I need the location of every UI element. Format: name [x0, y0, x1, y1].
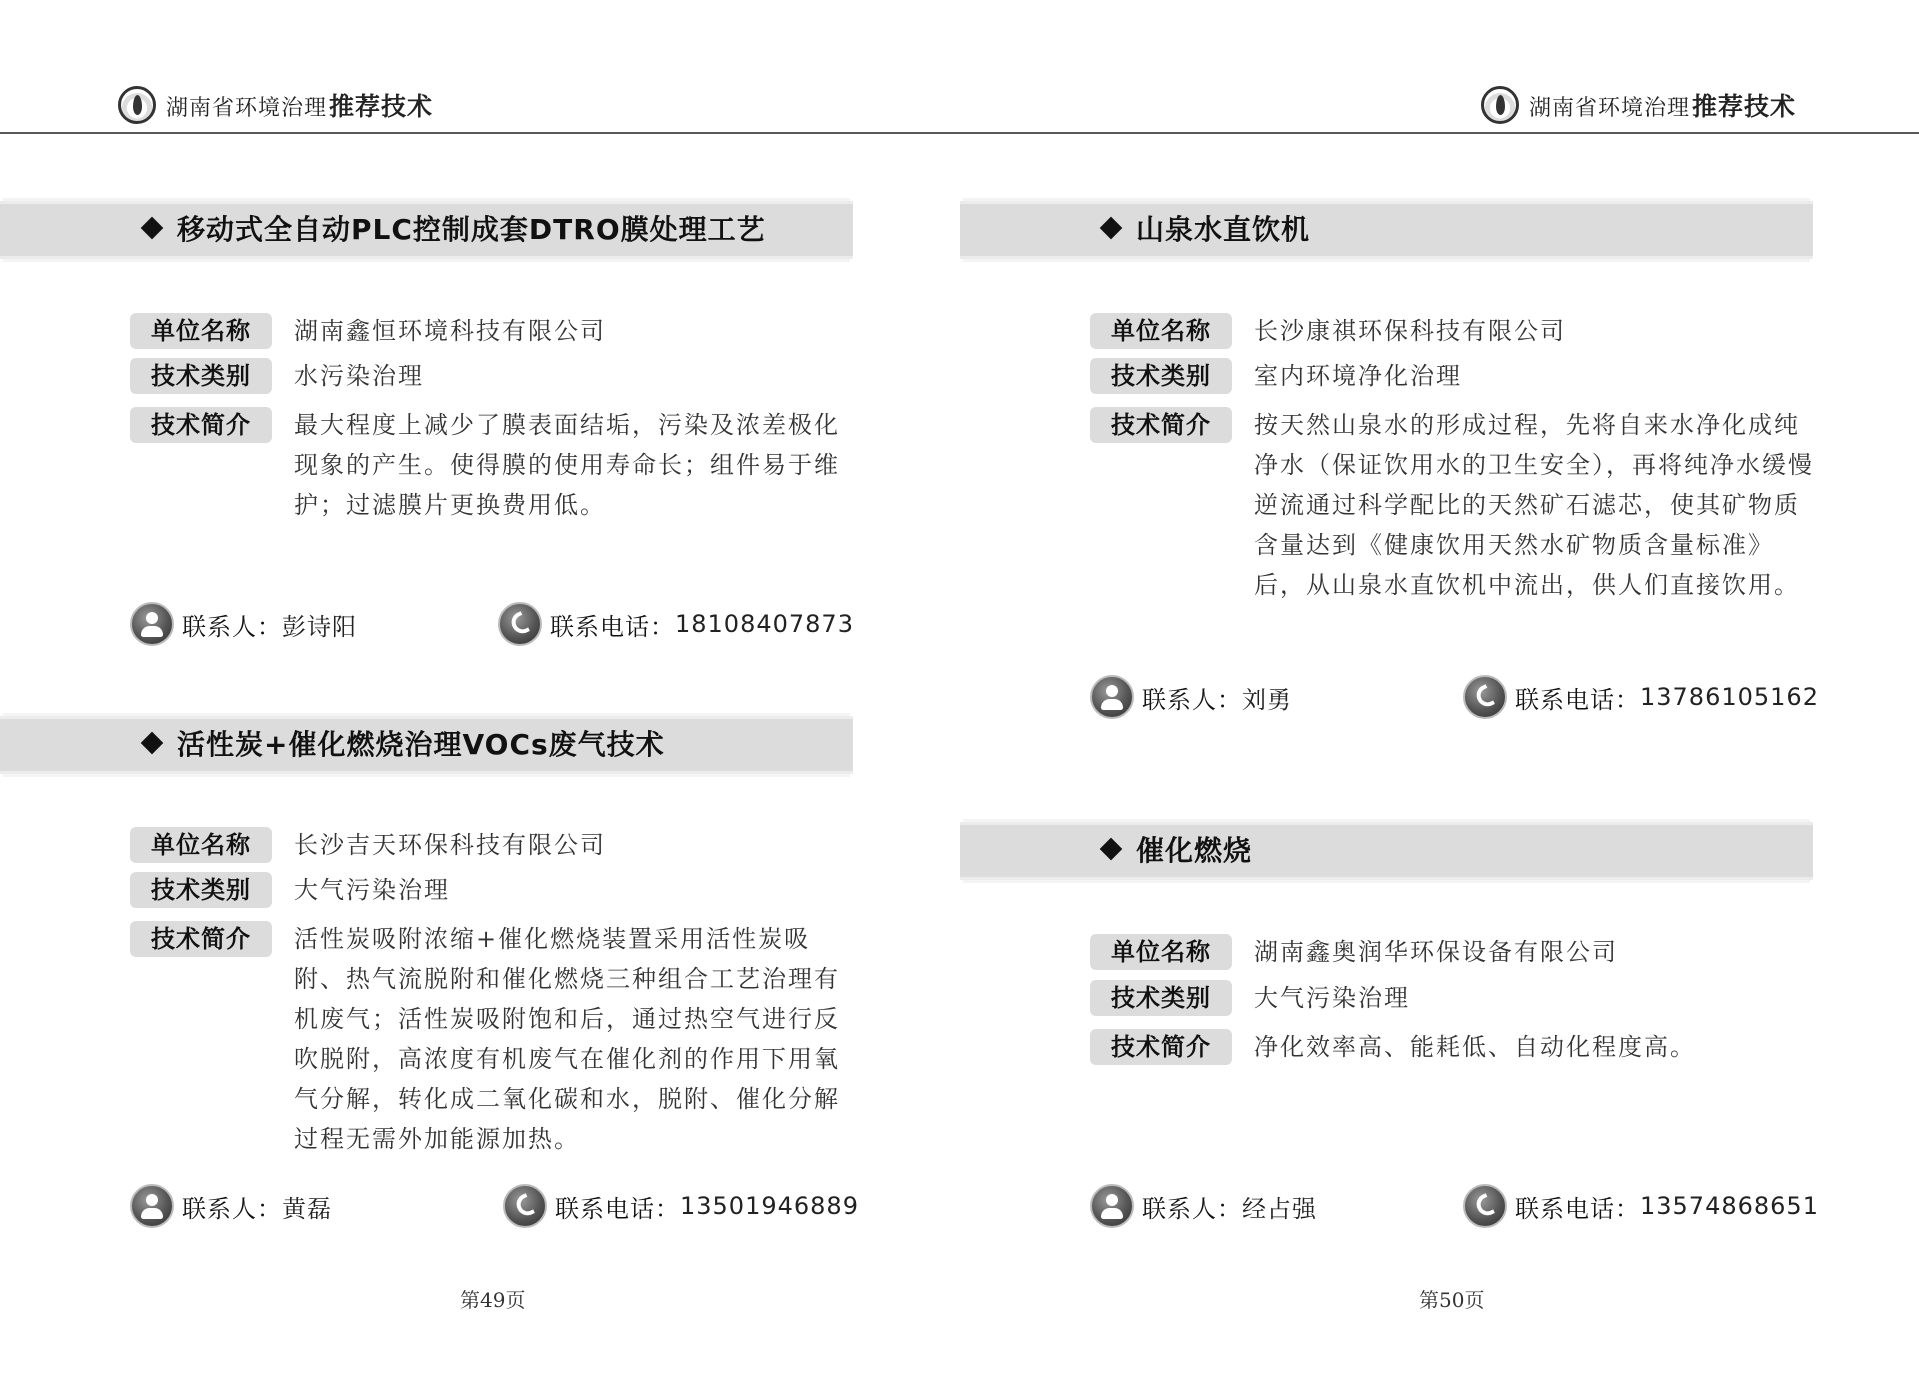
section-title-bar [960, 822, 1813, 880]
section-title: 移动式全自动PLC控制成套DTRO膜处理工艺 [177, 213, 766, 246]
unit-row [130, 313, 606, 349]
header-prefix: 湖南省环境治理 [1529, 96, 1691, 121]
section-title: 催化燃烧 [1136, 834, 1253, 867]
phone-number: 18108407873 [675, 610, 854, 638]
phone-label: 联系电话： [550, 612, 675, 641]
section-title: 山泉水直饮机 [1136, 213, 1311, 246]
contact-person [130, 1184, 332, 1228]
intro-row [130, 407, 859, 525]
category-label: 技术类别 [130, 358, 272, 394]
contact-phone [498, 602, 854, 646]
phone-icon [1463, 1184, 1507, 1228]
unit-label: 单位名称 [130, 313, 272, 349]
phone-label: 联系电话： [555, 1194, 680, 1223]
header-prefix: 湖南省环境治理 [166, 96, 328, 121]
category-label: 技术类别 [130, 872, 272, 908]
unit-row [1090, 313, 1566, 349]
phone-number: 13574868651 [1640, 1192, 1819, 1220]
category-value: 水污染治理 [294, 362, 424, 390]
unit-row [130, 827, 606, 863]
category-value: 室内环境净化治理 [1254, 362, 1462, 390]
intro-value: 活性炭吸附浓缩+催化燃烧装置采用活性炭吸附、热气流脱附和催化燃烧三种组合工艺治理有机废气；活性炭吸附饱和后，通过热空气进行反吹脱附，高浓度有机废气在催化剂的作用下用氧气分解，转化成二氧化碳和水，脱附、催化分解过程无需外加能源加热。 [294, 925, 840, 1153]
unit-label: 单位名称 [130, 827, 272, 863]
unit-value: 湖南鑫奥润华环保设备有限公司 [1254, 938, 1618, 966]
category-row [130, 358, 424, 394]
intro-label: 技术简介 [1090, 407, 1232, 443]
unit-value: 长沙康祺环保科技有限公司 [1254, 317, 1566, 345]
header-title [166, 87, 433, 123]
logo-icon [118, 86, 156, 124]
page-header [118, 86, 433, 124]
person-icon [1090, 675, 1134, 719]
page-left [0, 0, 959, 1382]
phone-label: 联系电话： [1515, 1194, 1640, 1223]
category-label: 技术类别 [1090, 358, 1232, 394]
page-header [1481, 86, 1796, 124]
intro-value: 最大程度上减少了膜表面结垢，污染及浓差极化现象的产生。使得膜的使用寿命长；组件易于维护；过滤膜片更换费用低。 [294, 411, 840, 519]
contact-name: 经占强 [1242, 1194, 1317, 1223]
contact-phone [1463, 675, 1819, 719]
contact-label: 联系人： [182, 1194, 282, 1223]
header-title [1529, 87, 1796, 123]
unit-label: 单位名称 [1090, 313, 1232, 349]
phone-number: 13786105162 [1640, 683, 1819, 711]
section-title-bar [0, 201, 853, 259]
contact-name: 彭诗阳 [282, 612, 357, 641]
header-emphasis: 推荐技术 [329, 92, 434, 121]
intro-value: 按天然山泉水的形成过程，先将自来水净化成纯净水（保证饮用水的卫生安全），再将纯净水缓慢逆流通过科学配比的天然矿石滤芯，使其矿物质含量达到《健康饮用天然水矿物质含量标准》后，从山泉水直饮机中流出，供人们直接饮用。 [1254, 411, 1814, 599]
category-row [1090, 358, 1462, 394]
section-title: 活性炭+催化燃烧治理VOCs废气技术 [177, 728, 665, 761]
logo-icon [1481, 86, 1519, 124]
contact-person [130, 602, 357, 646]
contact-label: 联系人： [182, 612, 282, 641]
unit-value: 湖南鑫恒环境科技有限公司 [294, 317, 606, 345]
contact-phone [503, 1184, 859, 1228]
page-number: 第50页 [1419, 1288, 1485, 1312]
contact-person [1090, 1184, 1317, 1228]
diamond-bullet-icon [1100, 838, 1123, 861]
intro-row [130, 921, 859, 1159]
intro-row [1090, 1029, 1819, 1067]
intro-label: 技术简介 [130, 407, 272, 443]
header-emphasis: 推荐技术 [1692, 92, 1797, 121]
category-label: 技术类别 [1090, 980, 1232, 1016]
contact-name: 刘勇 [1242, 685, 1292, 714]
section-title-bar [0, 716, 853, 774]
diamond-bullet-icon [141, 732, 164, 755]
diamond-bullet-icon [1100, 217, 1123, 240]
phone-icon [1463, 675, 1507, 719]
person-icon [130, 1184, 174, 1228]
category-value: 大气污染治理 [294, 876, 450, 904]
intro-label: 技术简介 [1090, 1029, 1232, 1065]
category-row [130, 872, 450, 908]
page-number: 第49页 [460, 1288, 526, 1312]
person-icon [1090, 1184, 1134, 1228]
contact-phone [1463, 1184, 1819, 1228]
diamond-bullet-icon [141, 217, 164, 240]
person-icon [130, 602, 174, 646]
phone-label: 联系电话： [1515, 685, 1640, 714]
page-right [959, 0, 1919, 1382]
contact-person [1090, 675, 1292, 719]
intro-value: 净化效率高、能耗低、自动化程度高。 [1254, 1033, 1696, 1061]
phone-icon [503, 1184, 547, 1228]
intro-row [1090, 407, 1819, 605]
phone-icon [498, 602, 542, 646]
category-value: 大气污染治理 [1254, 984, 1410, 1012]
unit-label: 单位名称 [1090, 934, 1232, 970]
unit-value: 长沙吉天环保科技有限公司 [294, 831, 606, 859]
category-row [1090, 980, 1410, 1016]
unit-row [1090, 934, 1618, 970]
phone-number: 13501946889 [680, 1192, 859, 1220]
contact-label: 联系人： [1142, 1194, 1242, 1223]
intro-label: 技术简介 [130, 921, 272, 957]
section-title-bar [960, 201, 1813, 259]
contact-name: 黄磊 [282, 1194, 332, 1223]
contact-label: 联系人： [1142, 685, 1242, 714]
